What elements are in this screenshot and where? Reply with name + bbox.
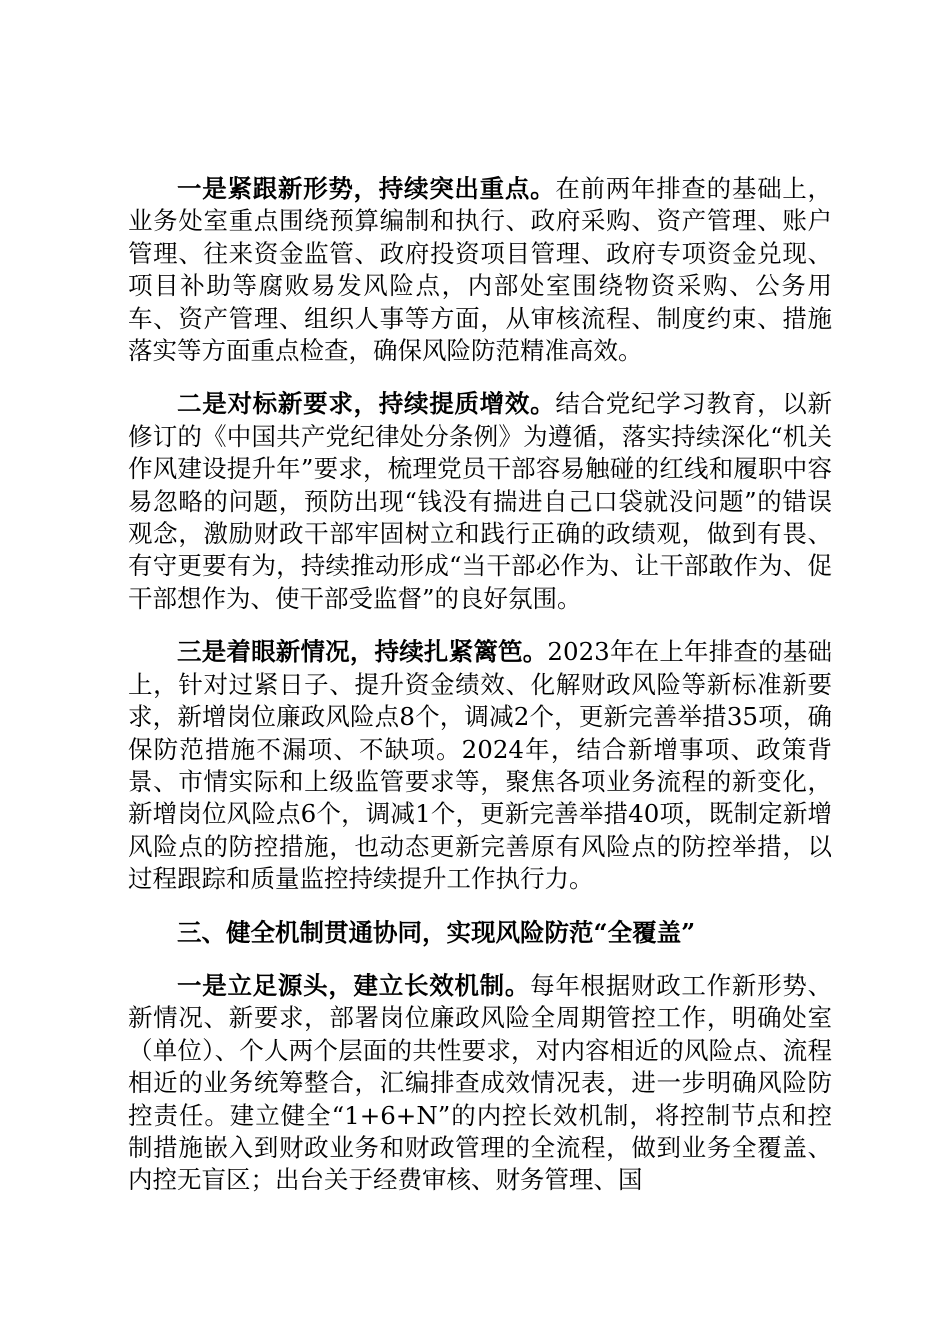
paragraph-2-body: 结合党纪学习教育，以新修订的《中国共产党纪律处分条例》为遵循，落实持续深化“机关作风建设提升年”要求，梳理党员干部容易触碰的红线和履职中容易忽略的问题，预防出现“钱没有揣进自己口袋就没问题”的错误观念，激励财政干部牢固树立和践行正确的政绩观，做到有畏、有守更要有为，持续推动形成“当干部必作为、让干部敢作为、促干部想作为、使干部受监督”的良好氛围。	[128, 389, 833, 613]
paragraph-4-body: 每年根据财政工作新形势、新情况、新要求，部署岗位廉政风险全周期管控工作，明确处室（单位）、个人两个层面的共性要求，对内容相近的风险点、流程相近的业务统筹整合，汇编排查成效情况表，进一步明确风险防控责任。建立健全“1+6+N”的内控长效机制，将控制节点和控制措施嵌入到财政业务和财政管理的全流程，做到业务全覆盖、内控无盲区；出台关于经费审核、财务管理、国	[128, 970, 833, 1195]
paragraph-4	[128, 970, 832, 1197]
paragraph-1-body: 在前两年排查的基础上，业务处室重点围绕预算编制和执行、政府采购、资产管理、账户管理、往来资金监管、政府投资项目管理、政府专项资金兑现、项目补助等腐败易发风险点，内部处室围绕物资采购、公务用车、资产管理、组织人事等方面，从审核流程、制度约束、措施落实等方面重点检查，确保风险防范精准高效。	[128, 174, 833, 366]
paragraph-2-lead: 二是对标新要求，持续提质增效。	[177, 389, 556, 419]
paragraph-1-lead: 一是紧跟新形势，持续突出重点。	[177, 174, 556, 203]
paragraph-2	[128, 388, 832, 615]
paragraph-3	[128, 636, 832, 895]
paragraph-1	[128, 173, 832, 367]
document-page	[128, 173, 832, 1197]
paragraph-4-lead: 一是立足源头，建立长效机制。	[177, 970, 531, 1000]
paragraph-3-body: 2023年在上年排查的基础上，针对过紧日子、提升资金绩效、化解财政风险等新标准新要求，新增岗位廉政风险点8个，调减2个，更新完善举措35项，确保防范措施不漏项、不缺项。2024年，结合新增事项、政策背景、市情实际和上级监管要求等，聚焦各项业务流程的新变化，新增岗位风险点6个，调减1个，更新完善举措40项，既制定新增风险点的防控措施，也动态更新完善原有风险点的防控举措，以过程跟踪和质量监控持续提升工作执行力。	[128, 637, 832, 894]
paragraph-3-lead: 三是着眼新情况，持续扎紧篱笆。	[177, 637, 548, 667]
section-heading: 三、健全机制贯通协同，实现风险防范“全覆盖”	[177, 917, 696, 947]
